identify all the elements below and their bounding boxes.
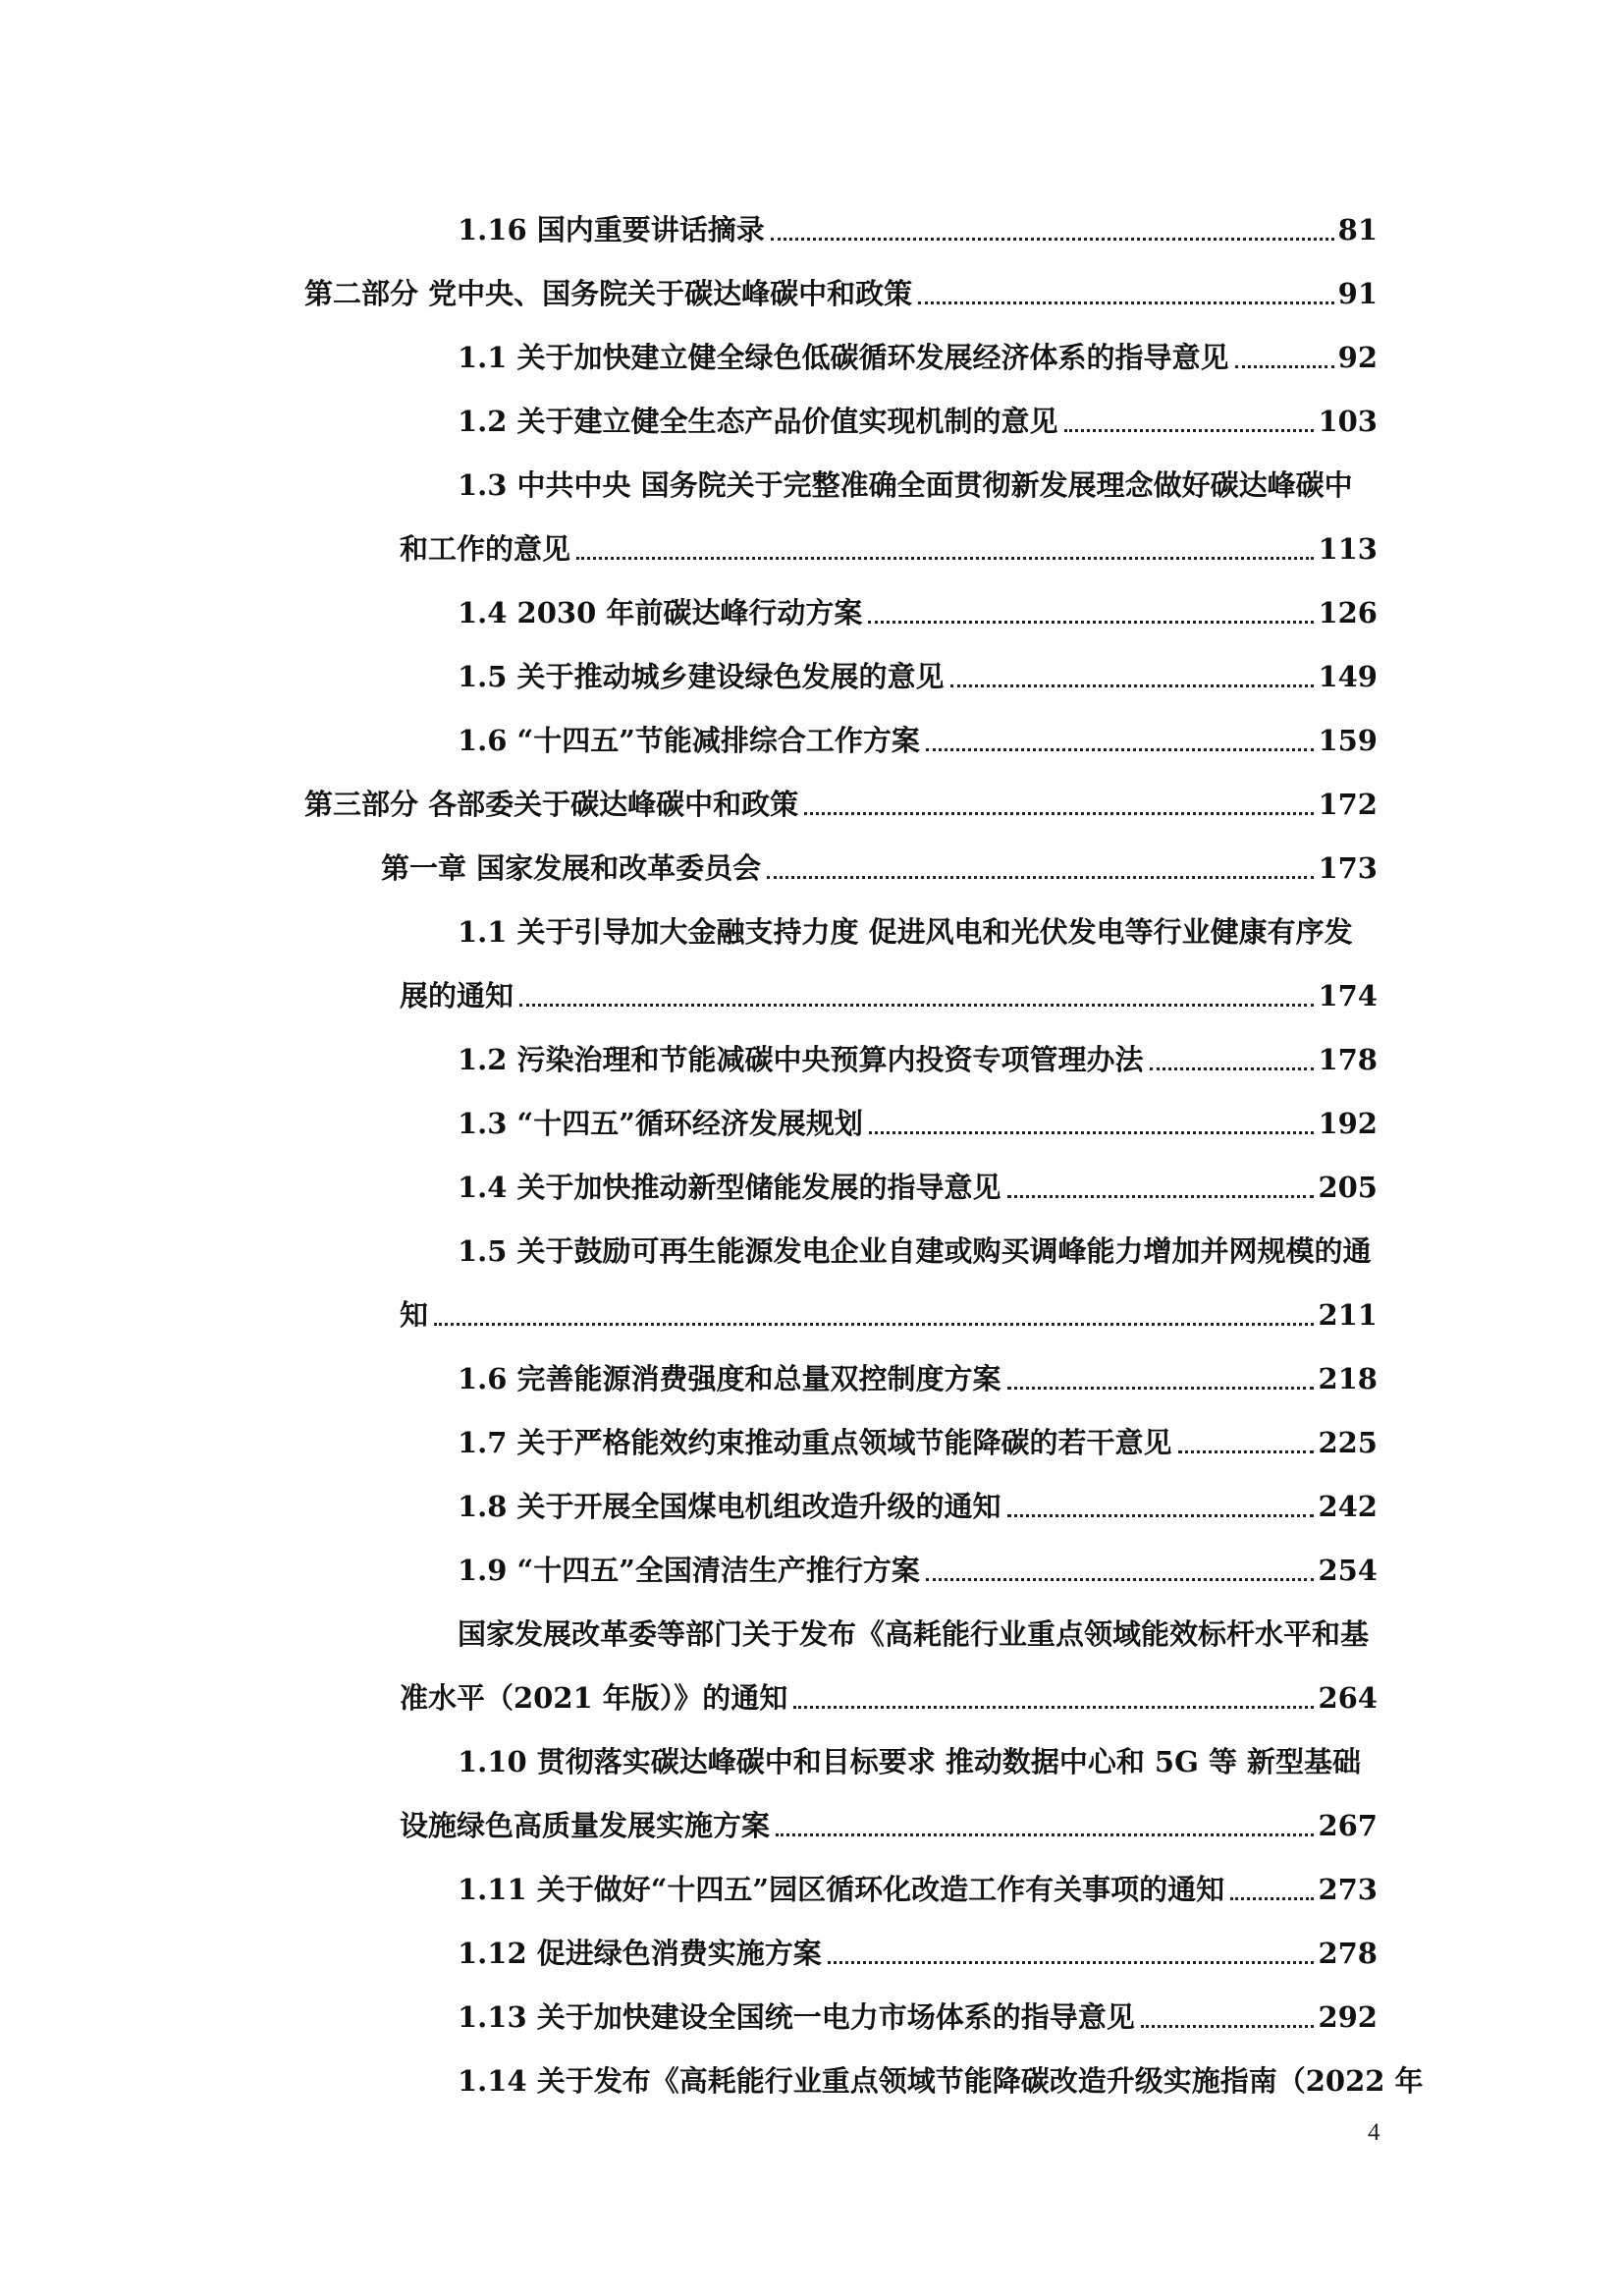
toc-entry[interactable] bbox=[458, 591, 1378, 634]
toc-entry-title: 1.2 关于建立健全生态产品价值实现机制的意见 bbox=[458, 405, 1058, 438]
toc-entry-page: 174 bbox=[1318, 979, 1378, 1012]
toc-entry-title: 1.6 “十四五”节能减排综合工作方案 bbox=[458, 724, 920, 757]
toc-entry-page: 149 bbox=[1318, 660, 1378, 693]
toc-entry-page: 254 bbox=[1318, 1554, 1378, 1587]
toc-leader-dots bbox=[793, 1706, 1314, 1709]
toc-entry-title: 1.14 关于发布《高耗能行业重点领域节能降碳改造升级实施指南（2022 年 bbox=[458, 2064, 1424, 2098]
toc-entry[interactable] bbox=[458, 655, 1378, 698]
toc-entry-page: 173 bbox=[1318, 851, 1378, 885]
toc-leader-dots bbox=[1230, 1897, 1314, 1900]
toc-entry-page: 267 bbox=[1318, 1809, 1378, 1842]
toc-entry[interactable] bbox=[458, 1549, 1378, 1592]
toc-entry-title: 1.5 关于鼓励可再生能源发电企业自建或购买调峰能力增加并网规模的通 bbox=[458, 1234, 1372, 1268]
toc-entry-page: 264 bbox=[1318, 1681, 1378, 1715]
toc-entry-page: 178 bbox=[1318, 1043, 1378, 1076]
toc-entry-page: 126 bbox=[1318, 596, 1378, 629]
toc-entry-title: 第三部分 各部委关于碳达峰碳中和政策 bbox=[304, 788, 799, 821]
toc-entry[interactable] bbox=[458, 208, 1378, 251]
toc-entry-title: 1.7 关于严格能效约束推动重点领域节能降碳的若干意见 bbox=[458, 1426, 1172, 1459]
toc-entry-title: 1.16 国内重要讲话摘录 bbox=[458, 213, 765, 246]
toc-leader-dots bbox=[1141, 2025, 1315, 2028]
toc-leader-dots bbox=[1007, 1195, 1315, 1198]
toc-entry-page: 218 bbox=[1318, 1362, 1378, 1395]
toc-entry-page: 292 bbox=[1318, 2000, 1378, 2034]
toc-entry[interactable] bbox=[458, 2059, 1424, 2103]
toc-entry[interactable] bbox=[304, 272, 1378, 315]
toc-entry[interactable] bbox=[458, 1166, 1378, 1209]
toc-entry[interactable] bbox=[458, 1357, 1378, 1400]
toc-entry-title: 1.13 关于加快建设全国统一电力市场体系的指导意见 bbox=[458, 2000, 1135, 2034]
toc-entry-page: 91 bbox=[1337, 277, 1378, 310]
toc-entry-title: 1.11 关于做好“十四五”园区循环化改造工作有关事项的通知 bbox=[458, 1873, 1225, 1906]
toc-entry[interactable] bbox=[458, 1868, 1378, 1911]
toc-entry-page: 103 bbox=[1318, 405, 1378, 438]
toc-leader-dots bbox=[434, 1323, 1314, 1326]
toc-entry[interactable] bbox=[458, 1230, 1372, 1273]
toc-leader-dots bbox=[1178, 1450, 1315, 1453]
toc-leader-dots bbox=[767, 876, 1314, 879]
toc-entry[interactable] bbox=[458, 336, 1378, 379]
toc-entry-title: 第一章 国家发展和改革委员会 bbox=[381, 851, 762, 885]
toc-entry[interactable] bbox=[458, 1995, 1378, 2039]
toc-entry-page: 278 bbox=[1318, 1937, 1378, 1970]
toc-entry-page: 92 bbox=[1337, 341, 1378, 374]
toc-leader-dots bbox=[926, 748, 1315, 751]
toc-entry[interactable] bbox=[400, 1293, 1378, 1337]
toc-entry-page: 225 bbox=[1318, 1426, 1378, 1459]
toc-entry-page: 192 bbox=[1318, 1107, 1378, 1140]
toc-entry[interactable] bbox=[458, 1932, 1378, 1975]
toc-entry[interactable] bbox=[458, 1038, 1378, 1081]
toc-entry-title: 设施绿色高质量发展实施方案 bbox=[400, 1809, 771, 1842]
toc-leader-dots bbox=[776, 1833, 1314, 1836]
toc-entry-title: 国家发展改革委等部门关于发布《高耗能行业重点领域能效标杆水平和基 bbox=[458, 1617, 1370, 1651]
toc-entry[interactable] bbox=[304, 783, 1378, 826]
toc-entry[interactable] bbox=[400, 1804, 1378, 1847]
toc-entry[interactable] bbox=[458, 910, 1353, 954]
toc-leader-dots bbox=[804, 812, 1314, 815]
toc-entry-title: 和工作的意见 bbox=[400, 532, 571, 566]
toc-entry-page: 205 bbox=[1318, 1171, 1378, 1204]
toc-entry-title: 1.10 贯彻落实碳达峰碳中和目标要求 推动数据中心和 5G 等 新型基础 bbox=[458, 1745, 1362, 1778]
toc-entry-title: 1.1 关于加快建立健全绿色低碳循环发展经济体系的指导意见 bbox=[458, 341, 1229, 374]
toc-entry[interactable] bbox=[400, 974, 1378, 1017]
toc-leader-dots bbox=[828, 1961, 1315, 1964]
toc-entry-title: 1.12 促进绿色消费实施方案 bbox=[458, 1937, 822, 1970]
toc-leader-dots bbox=[926, 1578, 1315, 1581]
toc-entry[interactable] bbox=[458, 1102, 1378, 1145]
toc-entry-title: 1.6 完善能源消费强度和总量双控制度方案 bbox=[458, 1362, 1001, 1395]
toc-entry-title: 1.9 “十四五”全国清洁生产推行方案 bbox=[458, 1554, 920, 1587]
toc-entry-page: 159 bbox=[1318, 724, 1378, 757]
page-number: 4 bbox=[1368, 2119, 1380, 2146]
toc-entry-title: 1.3 中共中央 国务院关于完整准确全面贯彻新发展理念做好碳达峰碳中 bbox=[458, 468, 1353, 502]
toc-entry-title: 1.8 关于开展全国煤电机组改造升级的通知 bbox=[458, 1490, 1001, 1523]
toc-entry-page: 172 bbox=[1318, 788, 1378, 821]
toc-entry-title: 准水平（2021 年版）》的通知 bbox=[400, 1681, 788, 1715]
toc-leader-dots bbox=[869, 1131, 1315, 1134]
toc-leader-dots bbox=[918, 301, 1334, 304]
toc-entry[interactable] bbox=[458, 1421, 1378, 1464]
toc-entry[interactable] bbox=[400, 527, 1378, 571]
toc-leader-dots bbox=[1150, 1067, 1315, 1070]
toc-entry-title: 1.4 2030 年前碳达峰行动方案 bbox=[458, 596, 863, 629]
toc-leader-dots bbox=[519, 1004, 1314, 1007]
toc-leader-dots bbox=[1235, 365, 1334, 368]
toc-entry-title: 1.1 关于引导加大金融支持力度 促进风电和光伏发电等行业健康有序发 bbox=[458, 915, 1353, 949]
toc-entry[interactable] bbox=[400, 1676, 1378, 1720]
toc-entry[interactable] bbox=[458, 719, 1378, 762]
toc-entry-title: 展的通知 bbox=[400, 979, 514, 1012]
toc-entry-title: 1.3 “十四五”循环经济发展规划 bbox=[458, 1107, 863, 1140]
toc-leader-dots bbox=[950, 684, 1315, 687]
toc-entry[interactable] bbox=[458, 1485, 1378, 1528]
toc-entry-page: 242 bbox=[1318, 1490, 1378, 1523]
toc-leader-dots bbox=[868, 621, 1314, 624]
toc-entry[interactable] bbox=[381, 847, 1378, 890]
toc-leader-dots bbox=[1007, 1514, 1315, 1517]
toc-leader-dots bbox=[576, 557, 1314, 560]
toc-entry-page: 81 bbox=[1337, 213, 1378, 246]
toc-entry[interactable] bbox=[458, 1740, 1361, 1783]
toc-entry-title: 1.2 污染治理和节能减碳中央预算内投资专项管理办法 bbox=[458, 1043, 1144, 1076]
toc-entry-title: 第二部分 党中央、国务院关于碳达峰碳中和政策 bbox=[304, 277, 913, 310]
toc-entry-title: 1.4 关于加快推动新型储能发展的指导意见 bbox=[458, 1171, 1001, 1204]
toc-entry-page: 273 bbox=[1318, 1873, 1378, 1906]
toc-entry-page: 211 bbox=[1318, 1298, 1378, 1332]
toc-leader-dots bbox=[771, 238, 1334, 241]
toc-entry[interactable] bbox=[458, 464, 1353, 507]
toc-leader-dots bbox=[1007, 1387, 1315, 1390]
toc-leader-dots bbox=[1064, 429, 1315, 432]
toc-entry[interactable] bbox=[458, 400, 1378, 443]
toc-entry[interactable] bbox=[458, 1613, 1369, 1656]
toc-entry-title: 知 bbox=[400, 1298, 429, 1332]
toc-entry-page: 113 bbox=[1318, 532, 1378, 566]
toc-entry-title: 1.5 关于推动城乡建设绿色发展的意见 bbox=[458, 660, 945, 693]
